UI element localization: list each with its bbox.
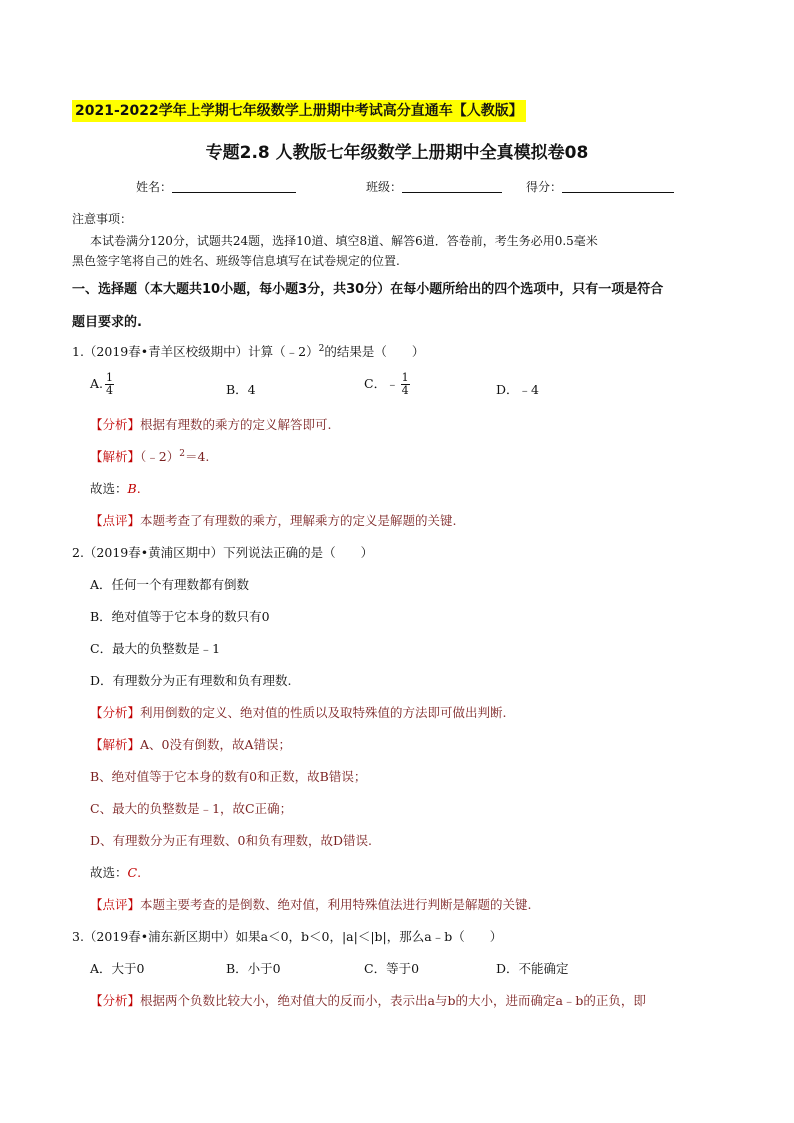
- q1-option-a-fraction: [105, 372, 114, 397]
- notice-line-2: 黑色签字笔将自己的姓名、班级等信息填写在试卷规定的位置.: [72, 254, 400, 268]
- q2-solution-d: D、有理数分为正有理数、0和负有理数，故D错误.: [90, 833, 372, 848]
- q1-option-a: [90, 372, 114, 397]
- comment-tag: 【点评】: [90, 513, 141, 528]
- section-heading-line-1: 一、选择题（本大题共10小题，每小题3分，共30分）在每小题所给出的四个选项中，只有一项是符合: [72, 282, 664, 297]
- q1-option-c-fraction: [401, 372, 410, 397]
- q3-stem: 3.（2019春•浦东新区期中）如果a＜0，b＜0，|a|＜|b|，那么a﹣b（ ）: [72, 929, 503, 944]
- solution-exponent: 2: [179, 448, 185, 459]
- q2-option-a: A．任何一个有理数都有倒数: [90, 577, 250, 592]
- q1-option-c: [364, 372, 410, 397]
- answer-end: .: [137, 865, 142, 880]
- answer-choice: C: [127, 865, 138, 880]
- answer-label: 故选：: [90, 865, 128, 880]
- solution-tag: 【解析】: [90, 737, 141, 752]
- name-field: [136, 178, 296, 195]
- section-heading-line-2: 题目要求的.: [72, 315, 142, 330]
- q3-analysis: [90, 991, 646, 1009]
- q2-option-d: D．有理数分为正有理数和负有理数.: [90, 673, 292, 688]
- q1-stem-text: 1.（2019春•青羊区校级期中）计算（﹣2）: [72, 344, 319, 359]
- comment-tag: 【点评】: [90, 897, 141, 912]
- analysis-text: 根据两个负数比较大小，绝对值大的反而小，表示出a与b的大小，进而确定a﹣b的正负，即: [140, 993, 646, 1008]
- q1-stem: [72, 342, 424, 360]
- class-blank: [402, 180, 502, 193]
- q3-option-a: A．大于0: [90, 961, 145, 976]
- solution-end: ＝4.: [184, 449, 210, 464]
- notice-line-1: 本试卷满分120分，试题共24题，选择10道、填空8道、解答6道．答卷前，考生务必用0.5毫米: [90, 234, 598, 248]
- notice-heading: 注意事项：: [72, 212, 133, 226]
- q1-option-b: B．4: [226, 382, 256, 397]
- score-label: 得分：: [526, 180, 563, 194]
- name-label: 姓名：: [136, 180, 173, 194]
- score-blank: [562, 180, 674, 193]
- page-title: 专题2.8 人教版七年级数学上册期中全真模拟卷08: [205, 143, 589, 163]
- q2-option-b: B．绝对值等于它本身的数只有0: [90, 609, 270, 624]
- q1-option-d: D．﹣4: [496, 382, 539, 397]
- q1-option-c-label: C．﹣: [364, 376, 399, 391]
- q1-stem-end: 的结果是（ ）: [324, 344, 425, 359]
- solution-text: A、0没有倒数，故A错误；: [140, 737, 292, 752]
- comment-text: 本题考查了有理数的乘方，理解乘方的定义是解题的关键.: [140, 513, 457, 528]
- analysis-text: 根据有理数的乘方的定义解答即可.: [140, 417, 332, 432]
- q2-answer: [90, 863, 141, 881]
- q1-solution: [90, 447, 209, 465]
- fraction-denominator: 4: [106, 384, 114, 397]
- class-field: [366, 178, 502, 195]
- q2-stem: 2.（2019春•黄浦区期中）下列说法正确的是（ ）: [72, 545, 374, 560]
- q1-analysis: [90, 415, 332, 433]
- name-blank: [172, 180, 296, 193]
- q1-option-a-label: A.: [90, 376, 104, 391]
- q2-option-c: C．最大的负整数是﹣1: [90, 641, 221, 656]
- q2-solution-a: [90, 735, 291, 753]
- answer-choice: B: [127, 481, 137, 496]
- q1-answer: [90, 479, 141, 497]
- score-field: [526, 178, 674, 195]
- q2-solution-b: B、绝对值等于它本身的数有0和正数，故B错误；: [90, 769, 367, 784]
- analysis-tag: 【分析】: [90, 417, 141, 432]
- q2-solution-c: C、最大的负整数是﹣1，故C正确；: [90, 801, 293, 816]
- q2-analysis: [90, 703, 507, 721]
- answer-label: 故选：: [90, 481, 128, 496]
- q2-comment: [90, 895, 532, 913]
- answer-end: .: [136, 481, 141, 496]
- fraction-numerator: 1: [106, 371, 114, 384]
- analysis-tag: 【分析】: [90, 993, 141, 1008]
- analysis-tag: 【分析】: [90, 705, 141, 720]
- class-label: 班级：: [366, 180, 403, 194]
- q1-exponent: 2: [318, 343, 325, 354]
- fraction-numerator: 1: [401, 371, 409, 384]
- q3-option-d: D．不能确定: [496, 961, 569, 976]
- analysis-text: 利用倒数的定义、绝对值的性质以及取特殊值的方法即可做出判断.: [140, 705, 507, 720]
- solution-tag: 【解析】: [90, 449, 141, 464]
- solution-text: （﹣2）: [140, 449, 180, 464]
- q3-option-b: B．小于0: [226, 961, 281, 976]
- series-banner: 2021-2022学年上学期七年级数学上册期中考试高分直通车【人教版】: [72, 100, 526, 122]
- fraction-denominator: 4: [401, 384, 409, 397]
- comment-text: 本题主要考查的是倒数、绝对值，利用特殊值法进行判断是解题的关键.: [140, 897, 532, 912]
- q3-option-c: C．等于0: [364, 961, 420, 976]
- q1-comment: [90, 511, 457, 529]
